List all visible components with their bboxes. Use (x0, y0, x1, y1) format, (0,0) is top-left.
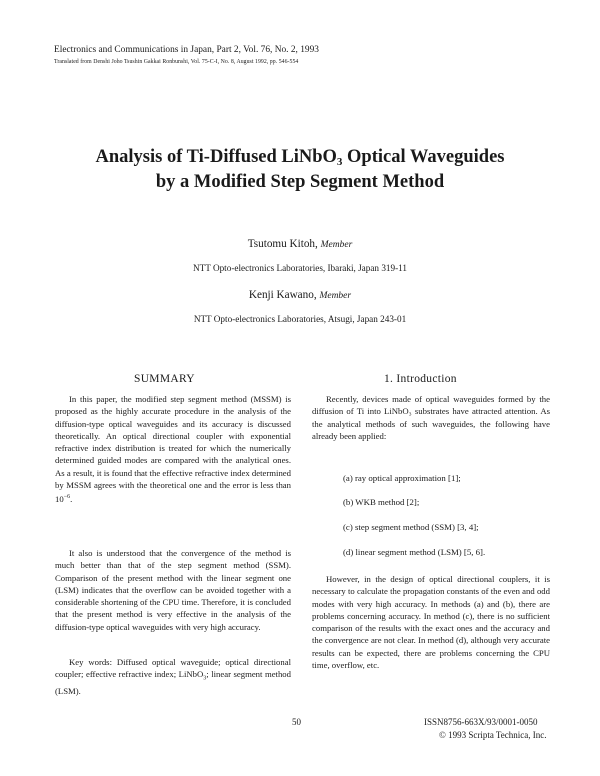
page-number: 50 (292, 717, 301, 727)
title-line-2: by a Modified Step Segment Method (155, 172, 445, 192)
introduction-heading: 1. Introduction (384, 373, 457, 385)
copyright: © 1993 Scripta Technica, Inc. (439, 730, 547, 740)
paper-title (40, 145, 560, 195)
intro-paragraph-1: Recently, devices made of optical waveguides formed by the diffusion of Ti into LiNbO₃ substrates have attracted attention. As the analytical methods of such waveguides, the following have already been applied: (312, 394, 550, 441)
keywords-label: Key words: (69, 657, 112, 667)
author-1: Tsutomu Kitoh, Member (247, 238, 353, 250)
method-item-b: (b) WKB method [2]; (343, 497, 420, 507)
author-1-role: Member (320, 240, 353, 250)
issn: ISSN8756-663X/93/0001-0050 (424, 717, 538, 727)
translation-source: Translated from Denshi Joho Tsushin Gakkai Ronbunshi, Vol. 75-C-I, No. 8, August 1992, pp. 546-554 (54, 59, 299, 65)
author-2-role: Member (319, 291, 352, 301)
intro-paragraph-2: However, in the design of optical directional couplers, it is necessary to calculate the propagation constants of the even and odd modes with very high accuracy. In methods (a) and (b), there are problems concerning accuracy. In method (c), there is no sufficient comparison of the results with the exact ones and the accuracy and the convergence are not clear. In method (d), although very accurate results can be expected, there are problems concerning the CPU time, overflow, etc. (312, 574, 550, 671)
summary-paragraph-2: It also is understood that the convergence of the method is much better than that of the step segment method (SSM). Comparison of the present method with the linear segment one (LSM) indicates that the overflow can be avoided together with a considerable shortening of the CPU time. Therefore, it is concluded that the present method is very effective in the analysis of the diffusion-type optical waveguides with very high accuracy. (55, 548, 291, 632)
method-item-c: (c) step segment method (SSM) [3, 4]; (343, 522, 479, 532)
author-1-affiliation: NTT Opto-electronics Laboratories, Ibaraki, Japan 319-11 (192, 263, 408, 273)
method-item-d: (d) linear segment method (LSM) [5, 6]. (343, 547, 486, 557)
author-2-affiliation: NTT Opto-electronics Laboratories, Atsugi, Japan 243-01 (193, 314, 407, 324)
author-2: Kenji Kawano, Member (248, 289, 352, 301)
keywords: Key words: Diffused optical waveguide; optical directional coupler; effective refractive index; LiNbO$_3$; linear segment method (LSM). (55, 657, 291, 697)
summary-paragraph-1: In this paper, the modified step segment method (MSSM) is proposed as the highly accurate procedure in the analysis of the diffusion-type optical waveguides and its accuracy is discussed theoretically. An optical directional coupler with exponential refractive index distribution is treated for which the numerically determined guided modes are compared with the analytical ones. As a result, it is found that the effective refractive index determined by MSSM agrees with the theoretical one and the error is less than $10^{-6}$. (55, 394, 291, 505)
summary-heading: SUMMARY (134, 373, 195, 385)
method-item-a: (a) ray optical approximation [1]; (343, 473, 461, 483)
journal-citation: Electronics and Communications in Japan, Part 2, Vol. 76, No. 2, 1993 (54, 45, 319, 55)
title-line-1: Analysis of Ti-Diffused LiNbO$_3$ Optical Waveguides (95, 147, 505, 168)
